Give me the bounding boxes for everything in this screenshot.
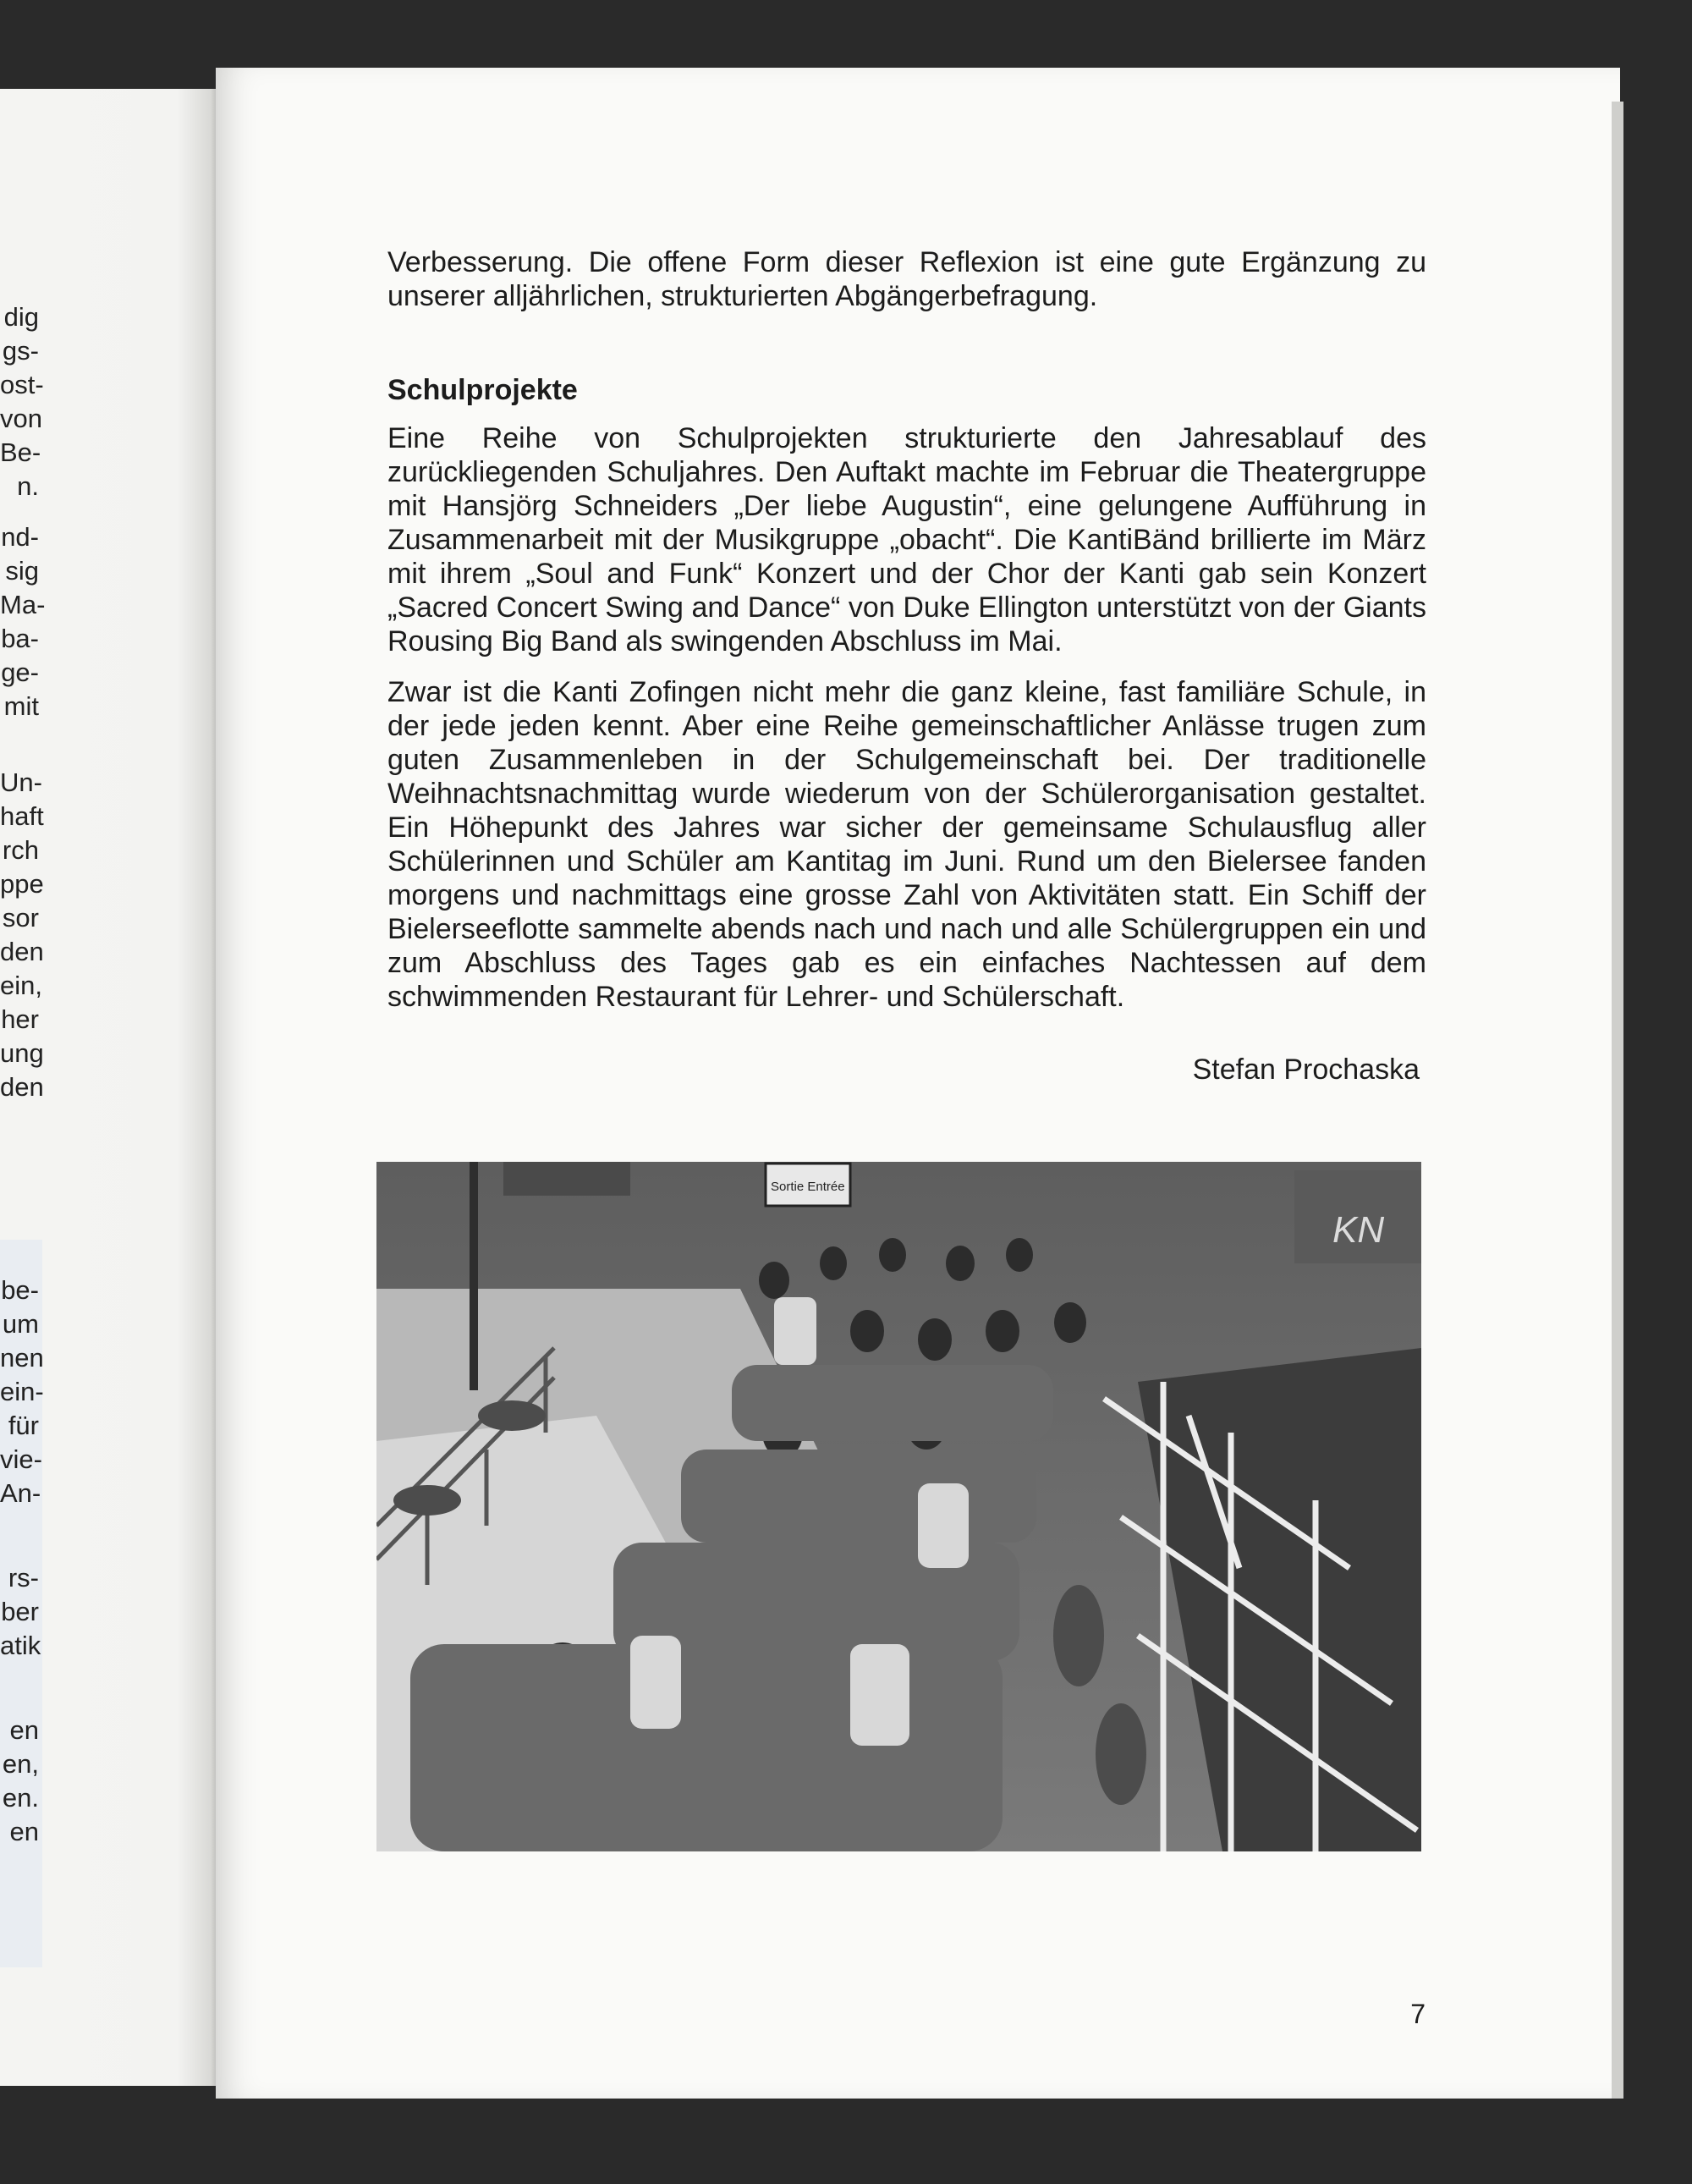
author-signature: Stefan Prochaska <box>1192 1053 1420 1086</box>
previous-page-fragment: um <box>2 1309 39 1339</box>
previous-page-fragment: haft <box>0 801 44 831</box>
previous-page-fragment: den <box>0 937 44 966</box>
previous-page-fragment: rs- <box>8 1563 39 1593</box>
document-page <box>216 68 1620 2099</box>
previous-page-fragment: für <box>8 1411 39 1440</box>
previous-page-fragment: vie- <box>0 1444 42 1474</box>
paragraph-community: Zwar ist die Kanti Zofingen nicht mehr die ganz kleine, fast familiäre Schule, in der jede jeden kennt. Aber eine Reihe gemeinschaftlicher Anlässe trugen zum guten Zusammenleben in der Schulgemeinschaft bei. Der traditionelle Weihnachtsnachmittag wurde wiederum von der Schülerorganisation gestaltet. Ein Höhepunkt des Jahres war sicher der gemeinsame Schulausflug aller Schülerinnen und Schüler am Kantitag im Juni. Rund um den Bielersee fanden morgens und nachmittags eine grosse Zahl von Aktivitäten statt. Ein Schiff der Bielerseeflotte sammelte abends nach und nach und alle Schülergruppen ein und zum Abschluss des Tages gab es ein einfaches Nachtessen auf dem schwimmenden Restaurant für Lehrer- und Schülerschaft. <box>387 676 1426 1013</box>
previous-page-fragment: ein, <box>0 971 42 1000</box>
previous-page-fragment: dig <box>3 302 39 332</box>
previous-page-fragment: von <box>0 404 42 433</box>
paragraph-intro: Verbesserung. Die offene Form dieser Reflexion ist eine gute Ergänzung zu unserer alljährlichen, strukturierten Abgängerbefragung. <box>387 246 1426 312</box>
page-number: 7 <box>1410 1999 1426 2029</box>
previous-page-fragment: n. <box>17 471 39 501</box>
previous-page-fragment: sig <box>5 556 39 586</box>
previous-page-fragment: nd- <box>1 522 39 552</box>
previous-page-fragment: en <box>9 1817 39 1846</box>
sign-text: Sortie Entrée <box>771 1180 845 1194</box>
previous-page-fragment: An- <box>0 1478 41 1508</box>
previous-page-fragment: gs- <box>2 336 39 366</box>
previous-page-fragment: en, <box>2 1749 39 1779</box>
previous-page-fragment: mit <box>3 691 39 721</box>
section-heading: Schulprojekte <box>387 374 578 406</box>
previous-page-fragment: Ma- <box>0 590 46 619</box>
previous-page-fragment: nen <box>0 1343 44 1373</box>
previous-page-fragment: ba- <box>1 624 39 653</box>
photo-illustration <box>376 1162 1421 1851</box>
previous-page-fragment: Un- <box>0 767 42 797</box>
previous-page-fragment: ein- <box>0 1377 44 1406</box>
previous-page-fragment: ung <box>0 1038 44 1068</box>
previous-page-fragment: sor <box>2 903 39 932</box>
previous-page <box>0 89 222 2086</box>
previous-page-fragment: ost- <box>0 370 44 399</box>
paragraph-school-projects: Eine Reihe von Schulprojekten strukturierte den Jahresablauf des zurückliegenden Schuljahres. Den Auftakt machte im Februar die Theatergruppe mit Hansjörg Schneiders „Der liebe Augustin“, eine gelungene Aufführung in Zusammenarbeit mit der Musikgruppe „obacht“. Die KantiBänd brillierte im März mit ihrem „Soul and Funk“ Konzert und der Chor der Kanti gab sein Konzert „Sacred Concert Swing and Dance“ von Duke Ellington unterstützt von der Giants Rousing Big Band als swingenden Abschluss im Mai. <box>387 422 1426 657</box>
previous-page-fragment: ppe <box>0 869 44 899</box>
previous-page-fragment: rch <box>2 835 39 865</box>
previous-page-fragment: den <box>0 1072 44 1102</box>
previous-page-fragment: her <box>1 1004 39 1034</box>
previous-page-fragment: en. <box>2 1783 39 1813</box>
banner-text: KN <box>1332 1209 1385 1251</box>
previous-page-fragment: Be- <box>0 437 41 467</box>
previous-page-fragment: be- <box>1 1275 39 1305</box>
page-edge <box>1612 102 1623 2099</box>
group-photo <box>376 1162 1421 1851</box>
previous-page-fragment: ge- <box>1 657 39 687</box>
previous-page-fragment: atik <box>0 1631 41 1660</box>
previous-page-fragment: ber <box>1 1597 39 1626</box>
previous-page-fragment: en <box>9 1715 39 1745</box>
